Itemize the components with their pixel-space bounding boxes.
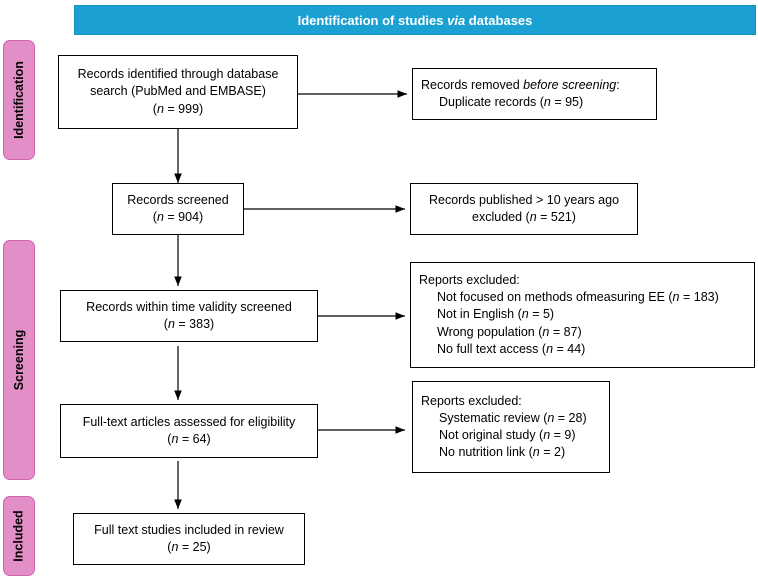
- records-removed-duplicates: Duplicate records (n = 95): [439, 95, 584, 109]
- included-count: (n = 25): [167, 540, 211, 554]
- phase-label-screening-text: Screening: [12, 329, 26, 391]
- banner-text: Identification of studies via databases: [297, 12, 533, 28]
- records-removed-title: Records removed before screening:: [421, 77, 620, 92]
- phase-label-identification-text: Identification: [12, 61, 26, 139]
- box-reports-excluded-screening: [410, 262, 755, 368]
- box-studies-included: [73, 513, 305, 565]
- reports-excluded-2-item-1: Not original study (n = 9): [439, 428, 576, 442]
- records-published-excluded-count: excluded (n = 521): [472, 210, 576, 224]
- box-records-screened: [112, 183, 244, 235]
- box-records-identified: [58, 55, 298, 129]
- time-validity-line1: Records within time validity screened: [86, 299, 292, 314]
- reports-excluded-1-item-1: Not in English (n = 5): [437, 307, 555, 322]
- fulltext-assessed-line1: Full-text articles assessed for eligibility: [82, 414, 296, 429]
- box-reports-excluded-eligibility: [412, 381, 610, 473]
- reports-excluded-2-item-0: Systematic review (n = 28): [439, 410, 587, 425]
- records-identified-line2: search (PubMed and EMBASE): [90, 84, 266, 99]
- diagram-header-banner: [74, 5, 756, 35]
- box-records-time-validity-screened: [60, 290, 318, 342]
- included-line1: Full text studies included in review: [94, 522, 284, 537]
- reports-excluded-2-title: Reports excluded:: [421, 393, 522, 408]
- reports-excluded-2-item-2: No nutrition link (n = 2): [439, 445, 566, 460]
- records-identified-count: (n = 999): [152, 101, 204, 116]
- time-validity-count: (n = 383): [163, 317, 215, 331]
- phase-label-screening: [3, 240, 35, 480]
- reports-excluded-1-item-3: No full text access (n = 44): [437, 341, 586, 356]
- reports-excluded-1-item-2: Wrong population (n = 87): [437, 324, 582, 339]
- box-records-removed-before-screening: [412, 68, 657, 120]
- records-screened-count: (n = 904): [152, 210, 204, 224]
- phase-label-included-text: Included: [12, 510, 26, 562]
- phase-label-identification: [3, 40, 35, 160]
- fulltext-assessed-count: (n = 64): [167, 432, 211, 446]
- records-screened-line1: Records screened: [127, 192, 229, 207]
- box-fulltext-assessed: [60, 404, 318, 458]
- reports-excluded-1-title: Reports excluded:: [419, 272, 520, 287]
- phase-label-included: [3, 496, 35, 576]
- reports-excluded-1-item-0: Not focused on methods ofmeasuring EE (n = 183): [437, 290, 719, 305]
- box-records-published-excluded: [410, 183, 638, 235]
- records-identified-line1: Records identified through database: [77, 67, 279, 82]
- records-published-excluded-line1: Records published > 10 years ago: [428, 192, 620, 207]
